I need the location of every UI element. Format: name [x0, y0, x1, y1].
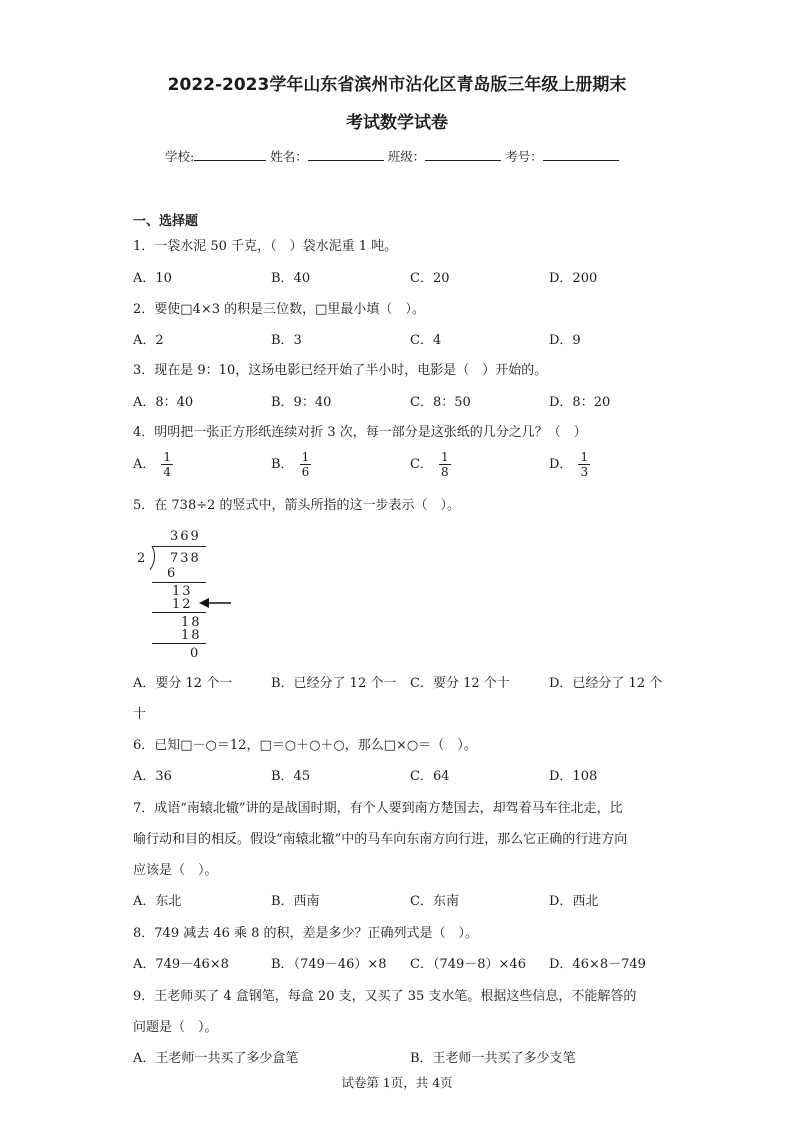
- exam-title-line2: 考试数学试卷: [346, 113, 448, 133]
- fraction-one-sixth: [300, 450, 312, 479]
- question-1: 1．一袋水泥 50 千克，（ ）袋水泥重 1 吨。: [133, 239, 398, 254]
- school-label: 学校:: [165, 149, 195, 164]
- name-label: 姓名：: [270, 149, 308, 164]
- q6-option-c: C．64: [410, 769, 450, 784]
- fraction-one-third: [578, 450, 590, 479]
- exam-number-blank: [543, 148, 619, 161]
- q7-option-b: B．西南: [271, 894, 320, 909]
- fraction-denominator: 8: [440, 465, 449, 479]
- q7-option-c: C．东南: [410, 894, 459, 909]
- division-step-5: 18: [181, 628, 202, 643]
- division-bracket-curve: [148, 546, 158, 570]
- fraction-numerator: 1: [440, 450, 449, 464]
- fraction-denominator: 4: [163, 465, 172, 479]
- exam-number-label: 考号：: [505, 149, 543, 164]
- q8-option-a: A．749－46×8: [133, 957, 229, 972]
- q5-option-b: B．已经分了 12 个一: [271, 676, 397, 691]
- fraction-denominator: 3: [580, 465, 589, 479]
- division-step-3: 12: [172, 597, 193, 612]
- q1-option-c: C．20: [410, 271, 450, 286]
- section-title: 一、选择题: [133, 214, 199, 229]
- question-3: 3．现在是 9：10，这场电影已经开始了半小时，电影是（ ）开始的。: [133, 363, 548, 378]
- division-line-2: [152, 612, 206, 613]
- q4-option-d-label: D．: [549, 457, 573, 472]
- fraction-numerator: 1: [580, 450, 589, 464]
- q4-option-a: [133, 450, 173, 479]
- division-line-1: [152, 582, 206, 583]
- question-5: 5．在 738÷2 的竖式中，箭头所指的这一步表示（ ）。: [133, 498, 461, 513]
- division-bracket-top: [152, 546, 206, 547]
- q5-option-d-wrap: 十: [133, 707, 147, 722]
- division-step-4: 18: [181, 615, 202, 630]
- class-label: 班级：: [387, 149, 426, 164]
- question-2: 2．要使□4×3 的积是三位数，□里最小填（ ）。: [133, 302, 425, 317]
- q8-option-c: C．（749－8）×46: [410, 957, 526, 972]
- q3-option-b: B．9：40: [271, 395, 332, 410]
- exam-title-line1: 2022-2023学年山东省滨州市沾化区青岛版三年级上册期末: [167, 75, 627, 95]
- question-4: 4．明明把一张正方形纸连续对折 3 次，每一部分是这张纸的几分之几？（ ）: [133, 425, 587, 440]
- q2-option-a: A．2: [133, 333, 164, 348]
- question-9-line-2: 问题是（ ）。: [133, 1020, 218, 1035]
- page-footer: 试卷第 1页，共 4页: [341, 1075, 453, 1090]
- q5-option-c: C．要分 12 个十: [410, 676, 510, 691]
- q9-option-a: A．王老师一共买了多少盒笔: [133, 1051, 299, 1066]
- q8-option-d: D．46×8－749: [549, 957, 646, 972]
- fraction-one-quarter: [161, 450, 173, 479]
- q4-option-b-label: B．: [271, 457, 294, 472]
- q6-option-b: B．45: [271, 769, 311, 784]
- q3-option-c: C．8：50: [410, 395, 471, 410]
- question-9-line-1: 9．王老师买了 4 盒钢笔，每盒 20 支，又买了 35 支水笔。根据这些信息，不能解答的: [133, 989, 637, 1004]
- q5-option-d: D．已经分了 12 个: [549, 676, 663, 691]
- q2-option-d: D．9: [549, 333, 581, 348]
- question-7-line-2: 喻行动和目的相反。假设“南辕北辙”中的马车向东南方向行进，那么它正确的行进方向: [133, 832, 628, 847]
- q8-option-b: B．（749－46）×8: [271, 957, 387, 972]
- q2-option-b: B．3: [271, 333, 302, 348]
- question-7-line-1: 7．成语“南辕北辙”讲的是战国时期，有个人要到南方楚国去，却驾着马车往北走，比: [133, 801, 623, 816]
- q5-option-a: A．要分 12 个一: [133, 676, 233, 691]
- fraction-denominator: 6: [301, 465, 310, 479]
- q4-option-a-label: A．: [133, 457, 156, 472]
- fraction-one-eighth: [439, 450, 451, 479]
- fraction-numerator: 1: [163, 450, 172, 464]
- q1-option-b: B．40: [271, 271, 311, 286]
- q4-option-c-label: C．: [410, 457, 433, 472]
- q6-option-d: D．108: [549, 769, 598, 784]
- q3-option-d: D．8：20: [549, 395, 611, 410]
- division-step-2: 13: [172, 584, 193, 599]
- q4-option-d: [549, 450, 590, 479]
- fraction-numerator: 1: [301, 450, 310, 464]
- question-6: 6．已知□－○＝12，□＝○＋○＋○，那么□×○＝（ ）。: [133, 738, 477, 753]
- division-step-1: 6: [167, 566, 178, 581]
- q4-option-c: [410, 450, 451, 479]
- class-blank: [425, 148, 501, 161]
- division-quotient: 369: [170, 529, 201, 544]
- division-divisor: 2: [137, 551, 148, 566]
- q7-option-a: A．东北: [133, 894, 182, 909]
- student-info-row: [165, 147, 619, 165]
- division-remainder: 0: [190, 646, 201, 661]
- name-blank: [308, 148, 384, 161]
- q3-option-a: A．8：40: [133, 395, 194, 410]
- arrow-left-icon: [199, 597, 233, 609]
- q4-option-b: [271, 450, 311, 479]
- q7-option-d: D．西北: [549, 894, 599, 909]
- q1-option-a: A．10: [133, 271, 172, 286]
- q1-option-d: D．200: [549, 271, 598, 286]
- q6-option-a: A．36: [133, 769, 172, 784]
- question-7-line-3: 应该是（ ）。: [133, 863, 218, 878]
- question-8: 8．749 减去 46 乘 8 的积，差是多少？正确列式是（ ）。: [133, 926, 479, 941]
- q9-option-b: B．王老师一共买了多少支笔: [410, 1051, 576, 1066]
- division-dividend: 738: [170, 551, 201, 566]
- division-line-3: [152, 643, 206, 644]
- school-blank: [194, 148, 266, 161]
- q2-option-c: C．4: [410, 333, 442, 348]
